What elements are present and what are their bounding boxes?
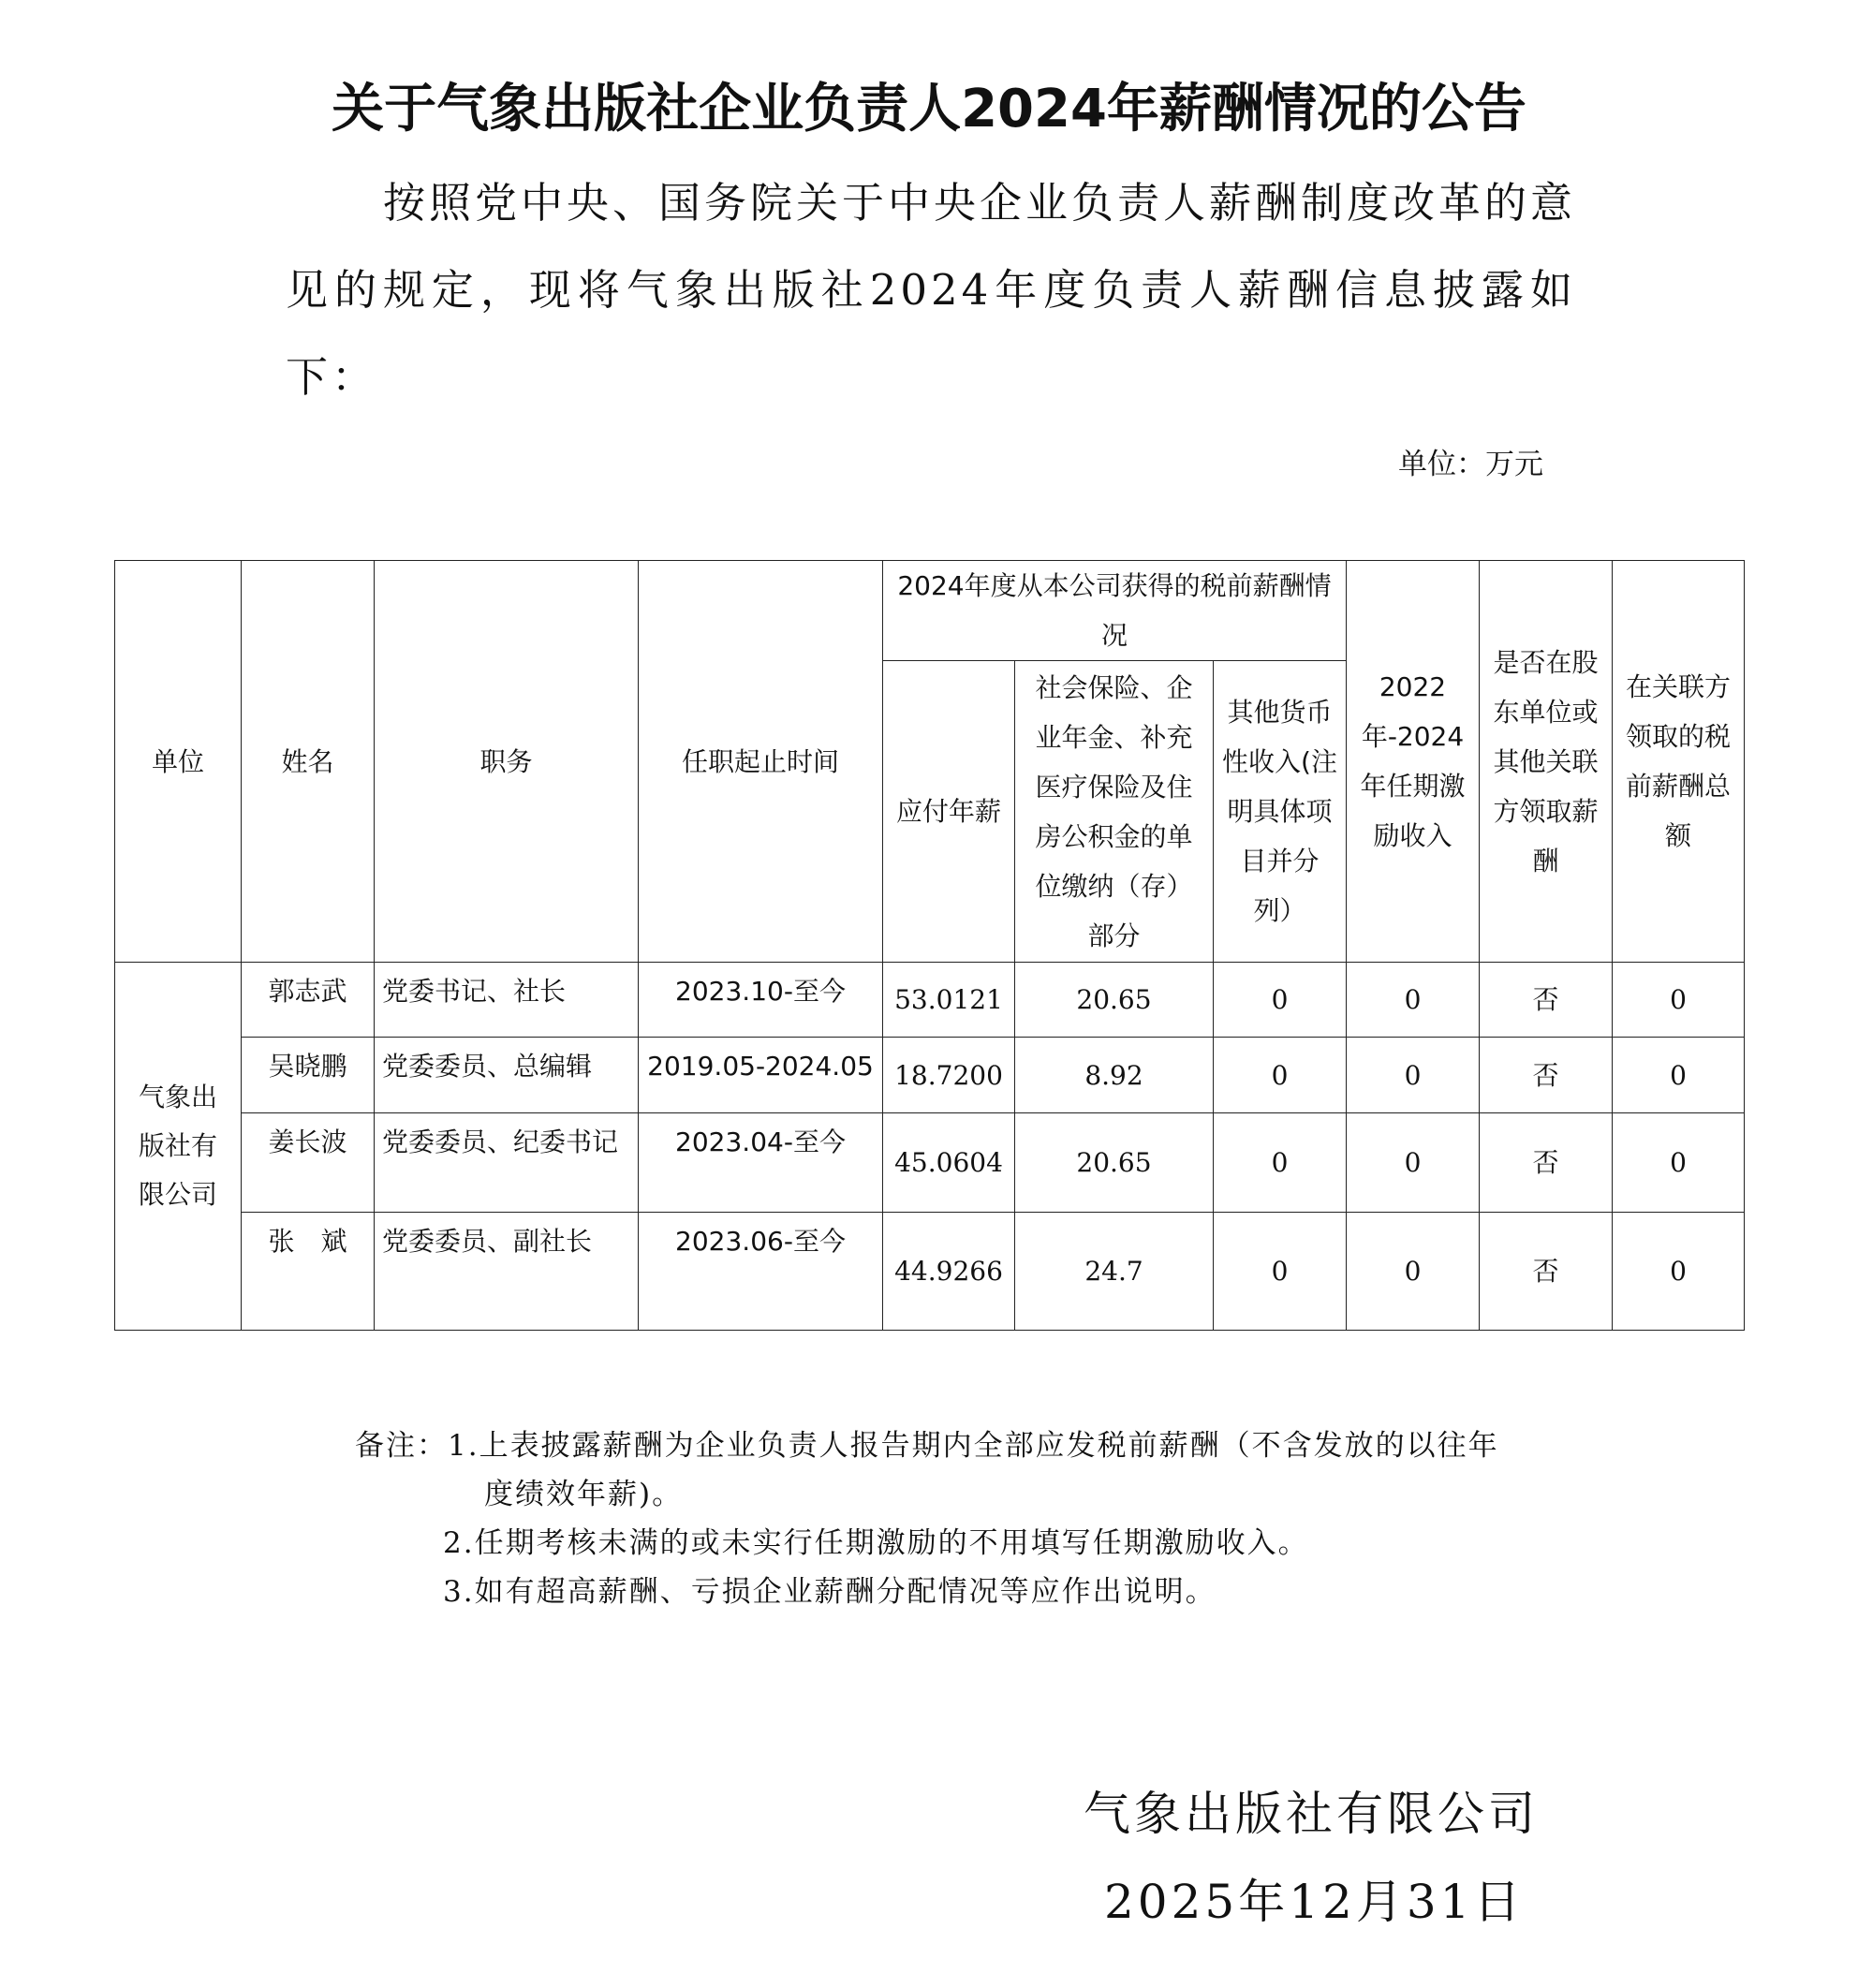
header-related: 在关联方领取的税前薪酬总额 [1613,561,1745,963]
table-row [115,1038,1745,1113]
unit-label: 单位：万元 [1398,448,1543,481]
name-cell: 郭志武 [242,963,375,1038]
note-3: 3.如有超高薪酬、亏损企业薪酬分配情况等应作出说明。 [443,1575,1217,1609]
company-cell: 气象出版社有限公司 [115,963,242,1331]
signature-date: 2025年12月31日 [1104,1875,1525,1929]
related-cell: 0 [1613,1113,1745,1213]
term-cell: 2023.10-至今 [639,963,883,1038]
term-cell: 2023.06-至今 [639,1213,883,1331]
related-cell: 0 [1613,1038,1745,1113]
insurance-cell: 20.65 [1015,1113,1214,1213]
header-group: 2024年度从本公司获得的税前薪酬情况 [883,561,1347,661]
table-row [115,1113,1745,1213]
incentive-cell: 0 [1347,963,1480,1038]
incentive-cell: 0 [1347,1213,1480,1331]
salary-cell: 45.0604 [883,1113,1015,1213]
term-cell: 2019.05-2024.05 [639,1038,883,1113]
shareholder-cell: 否 [1480,1113,1613,1213]
shareholder-cell: 否 [1480,1213,1613,1331]
term-cell: 2023.04-至今 [639,1113,883,1213]
position-cell: 党委委员、总编辑 [375,1038,639,1113]
insurance-cell: 20.65 [1015,963,1214,1038]
header-name: 姓名 [242,561,375,963]
other-cell: 0 [1214,1213,1347,1331]
header-insurance: 社会保险、企业年金、补充医疗保险及住房公积金的单位缴纳（存）部分 [1015,661,1214,963]
notes [355,1421,1499,1616]
note-2: 2.任期考核未满的或未实行任期激励的不用填写任期激励收入。 [443,1526,1309,1560]
signature [1084,1770,1539,1946]
header-position: 职务 [375,561,639,963]
header-salary: 应付年薪 [883,661,1015,963]
position-cell: 党委委员、副社长 [375,1213,639,1331]
header-unit: 单位 [115,561,242,963]
related-cell: 0 [1613,963,1745,1038]
name-cell: 张 斌 [242,1213,375,1331]
position-cell: 党委书记、社长 [375,963,639,1038]
related-cell: 0 [1613,1213,1745,1331]
shareholder-cell: 否 [1480,963,1613,1038]
name-cell: 吴晓鹏 [242,1038,375,1113]
page-title: 关于气象出版社企业负责人2024年薪酬情况的公告 [332,79,1526,140]
intro-paragraph: 按照党中央、国务院关于中央企业负责人薪酬制度改革的意见的规定，现将气象出版社2024年度负责人薪酬信息披露如下： [286,178,1577,402]
name-cell: 姜长波 [242,1113,375,1213]
signature-org: 气象出版社有限公司 [1084,1787,1539,1841]
other-cell: 0 [1214,963,1347,1038]
header-other: 其他货币性收入(注明具体项目并分列） [1214,661,1347,963]
header-incentive: 2022年-2024年任期激励收入 [1347,561,1480,963]
note-1: 1.上表披露薪酬为企业负责人报告期内全部应发税前薪酬（不含发放的以往年 [448,1429,1499,1463]
compensation-table [114,560,1745,1331]
other-cell: 0 [1214,1113,1347,1213]
header-term: 任职起止时间 [639,561,883,963]
salary-cell: 44.9266 [883,1213,1015,1331]
position-cell: 党委委员、纪委书记 [375,1113,639,1213]
insurance-cell: 24.7 [1015,1213,1214,1331]
incentive-cell: 0 [1347,1038,1480,1113]
other-cell: 0 [1214,1038,1347,1113]
incentive-cell: 0 [1347,1113,1480,1213]
salary-cell: 18.7200 [883,1038,1015,1113]
salary-cell: 53.0121 [883,963,1015,1038]
header-shareholder: 是否在股东单位或其他关联方领取薪酬 [1480,561,1613,963]
notes-label: 备注： [355,1429,448,1463]
table-row [115,1213,1745,1331]
insurance-cell: 8.92 [1015,1038,1214,1113]
shareholder-cell: 否 [1480,1038,1613,1113]
table-row [115,963,1745,1038]
note-1-cont: 度绩效年薪)。 [484,1478,684,1511]
